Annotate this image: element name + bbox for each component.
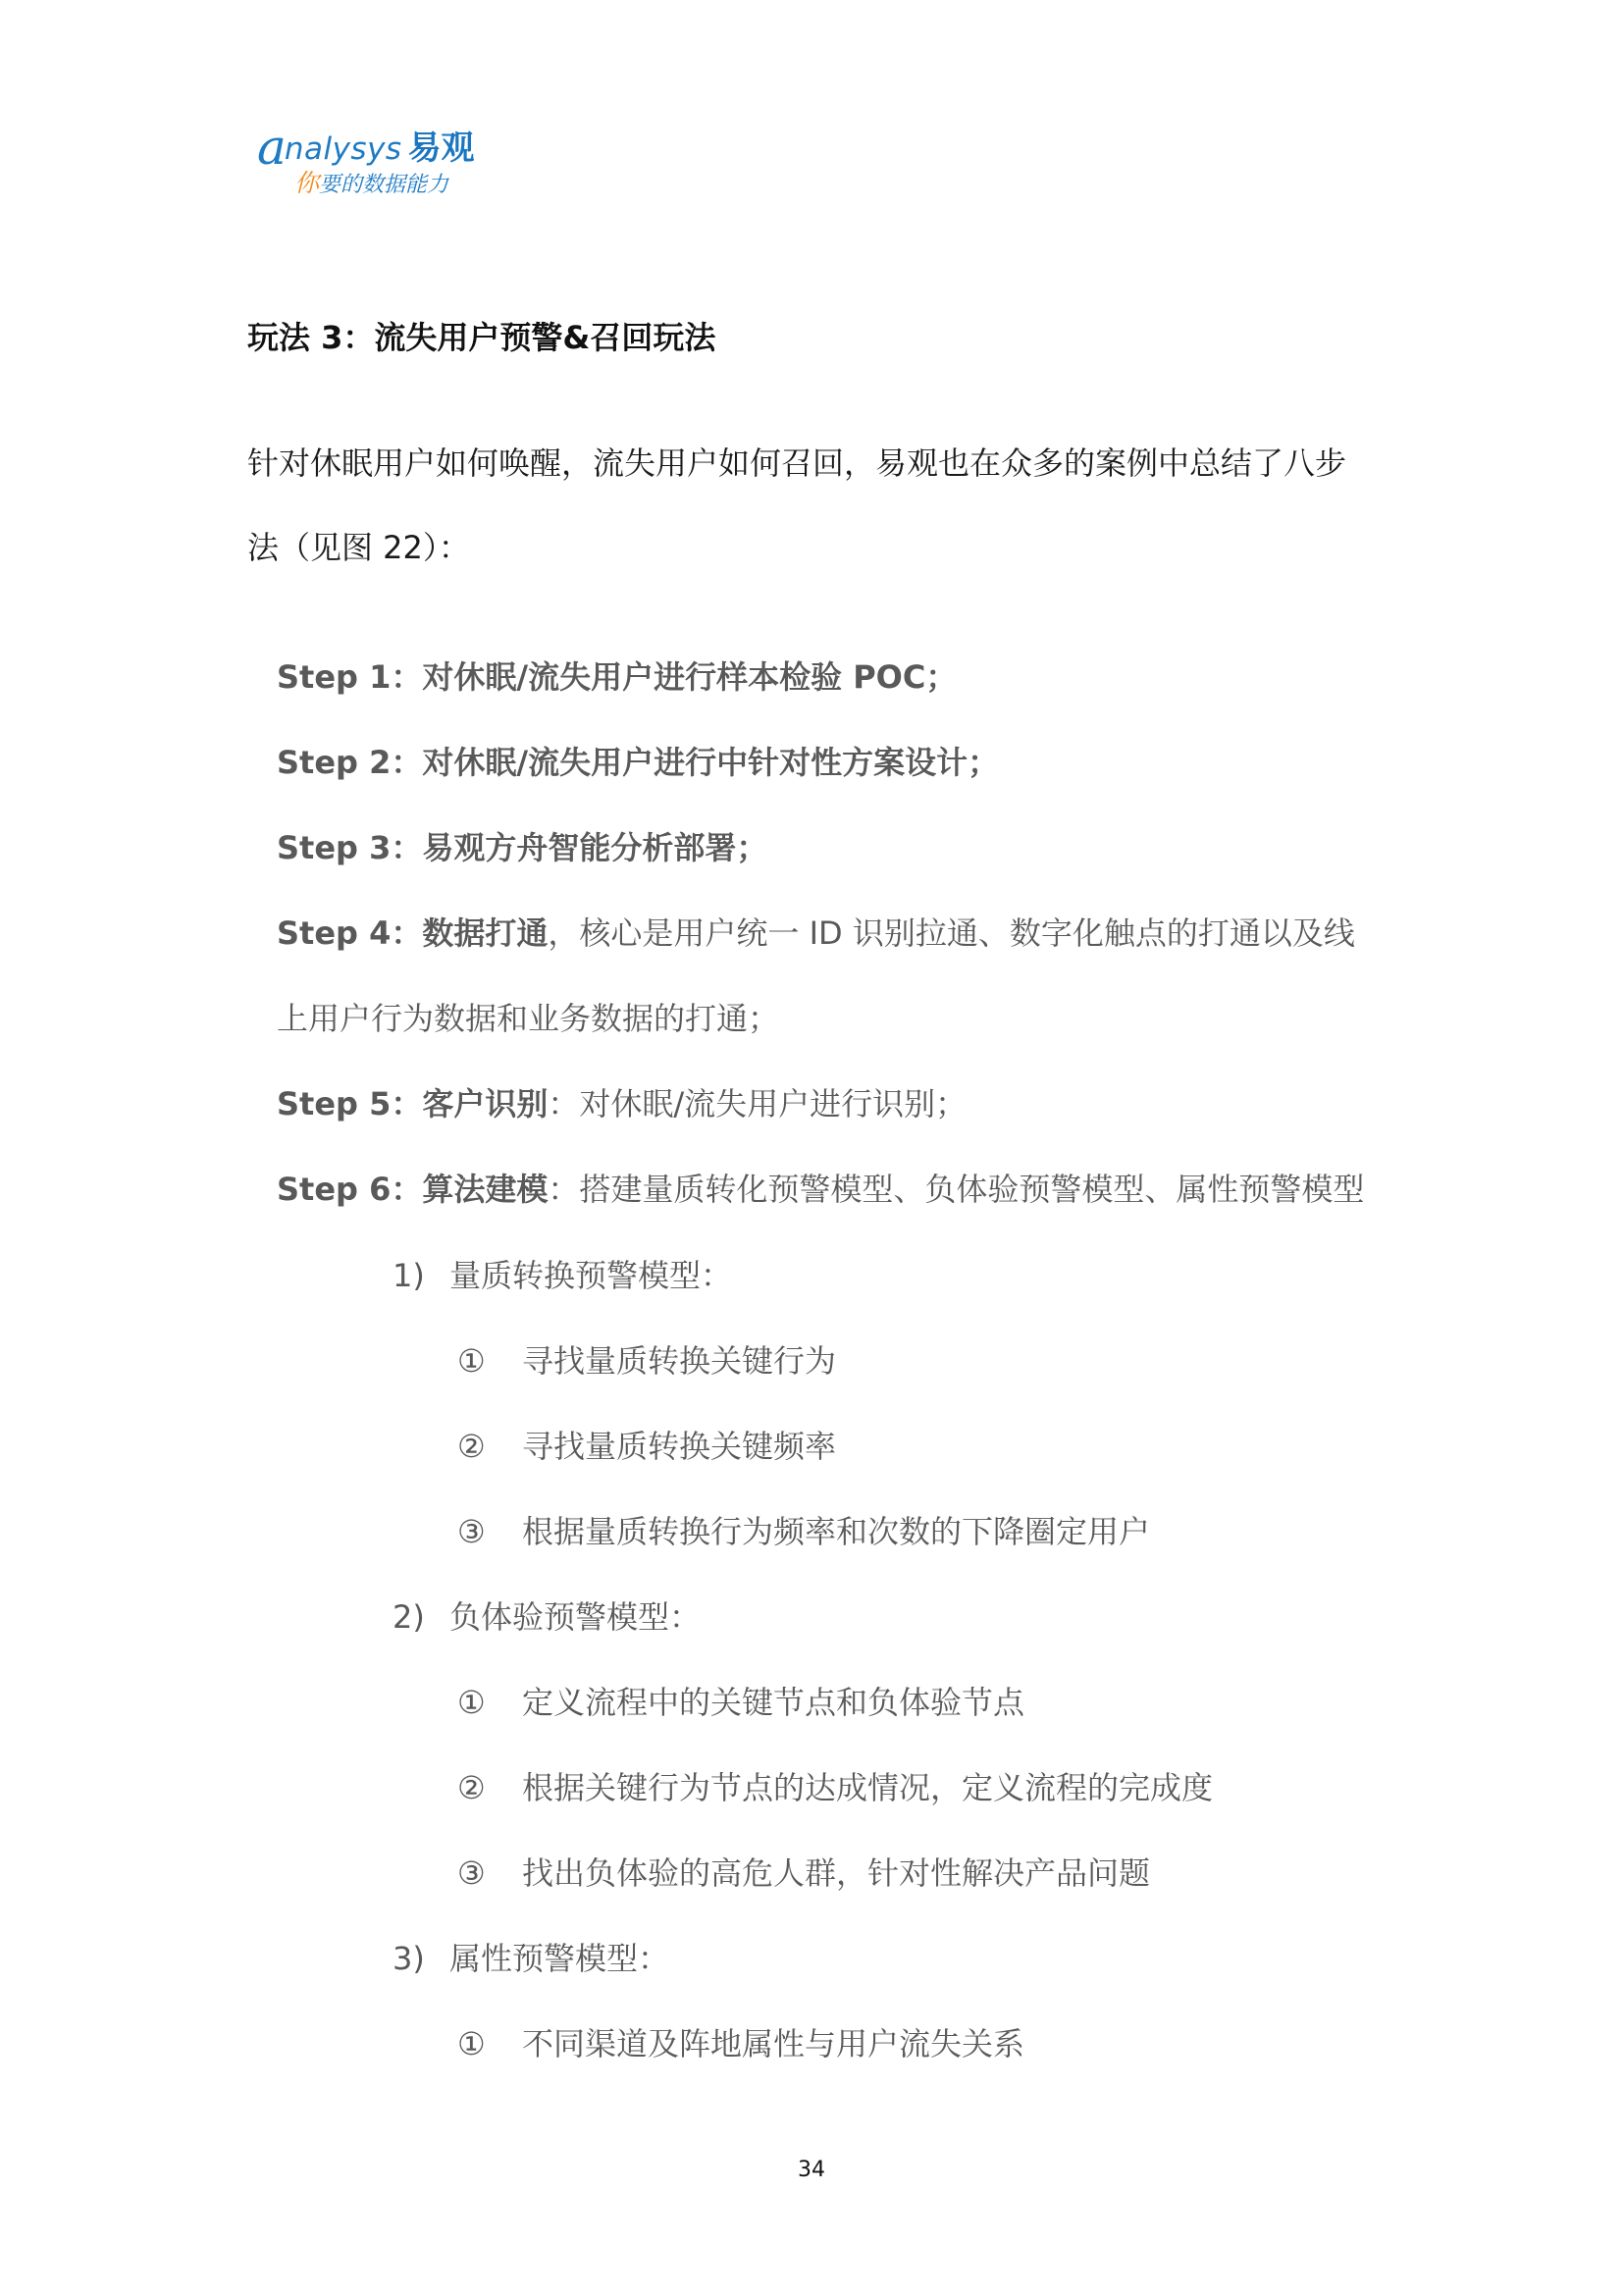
list-item-text: 根据关键行为节点的达成情况，定义流程的完成度 [522,1769,1214,1806]
circled-number: ① [457,1684,486,1721]
step-bold-text: 数据打通 [422,914,549,952]
intro-line-2: 法（见图 22）： [247,529,470,566]
list-item-text: 根据量质转换行为频率和次数的下降圈定用户 [522,1513,1151,1550]
list-number: 1) [393,1257,425,1294]
circled-number: ③ [457,1513,486,1550]
section-heading: 玩法 3：流失用户预警&召回玩法 [247,319,716,356]
step-6 [277,1168,1364,1211]
model-2-item-1 [457,1681,1024,1724]
circled-number: ③ [457,1854,486,1892]
step-3 [277,826,767,869]
step-label: Step 1： [277,658,423,696]
step-label: Step 5： [277,1085,423,1122]
logo-english-name: nalysys [284,131,402,167]
model-title: 属性预警模型： [449,1940,670,1977]
circled-number: ② [457,1428,486,1465]
model-1-title [393,1254,732,1297]
step-4-continuation: 上用户行为数据和业务数据的打通； [277,1000,780,1037]
step-5 [277,1082,967,1125]
logo-tagline-first-char: 你 [294,169,320,197]
step-bold-text: 对休眠/流失用户进行样本检验 POC； [422,658,958,696]
step-bold-text: 客户识别 [422,1085,549,1122]
step-bold-text: 对休眠/流失用户进行中针对性方案设计； [422,744,1000,781]
model-3-item-1 [457,2022,1024,2065]
step-1 [277,655,957,699]
step-text: ，核心是用户统一 ID 识别拉通、数字化触点的打通以及线 [548,914,1355,952]
step-4 [277,912,1355,955]
list-item-text: 找出负体验的高危人群，针对性解决产品问题 [522,1854,1151,1892]
list-item-text: 定义流程中的关键节点和负体验节点 [522,1684,1025,1721]
circled-number: ① [457,2025,486,2062]
step-2 [277,741,999,784]
step-bold-text: 算法建模 [422,1171,549,1208]
list-item-text: 不同渠道及阵地属性与用户流失关系 [522,2025,1025,2062]
step-label: Step 3： [277,829,423,866]
model-1-item-1 [457,1339,836,1383]
step-bold-text: 易观方舟智能分析部署； [422,829,768,866]
step-text: ：对休眠/流失用户进行识别； [548,1085,968,1122]
circled-number: ② [457,1769,486,1806]
model-1-item-2 [457,1425,836,1468]
model-2-item-2 [457,1766,1213,1809]
model-2-title [393,1595,701,1639]
circled-number: ① [457,1342,486,1380]
logo-initial: a [257,119,287,176]
logo-wordmark [257,118,475,176]
step-text: ：搭建量质转化预警模型、负体验预警模型、属性预警模型 [548,1171,1365,1208]
model-title: 量质转换预警模型： [449,1257,733,1294]
list-item-text: 寻找量质转换关键行为 [522,1342,837,1380]
model-1-item-3 [457,1510,1150,1553]
list-number: 2) [393,1598,425,1636]
list-number: 3) [393,1940,425,1977]
intro-line-1: 针对休眠用户如何唤醒，流失用户如何召回，易观也在众多的案例中总结了八步 [247,444,1347,482]
company-logo [257,118,522,206]
step-label: Step 2： [277,744,423,781]
logo-tagline [294,169,448,200]
list-item-text: 寻找量质转换关键频率 [522,1428,837,1465]
page-number: 34 [798,2158,825,2182]
model-3-title [393,1937,669,1980]
model-title: 负体验预警模型： [449,1598,702,1636]
step-label: Step 6： [277,1171,423,1208]
step-label: Step 4： [277,914,423,952]
logo-tagline-rest: 要的数据能力 [319,173,449,197]
model-2-item-3 [457,1852,1150,1895]
logo-chinese-name: 易观 [407,129,475,168]
